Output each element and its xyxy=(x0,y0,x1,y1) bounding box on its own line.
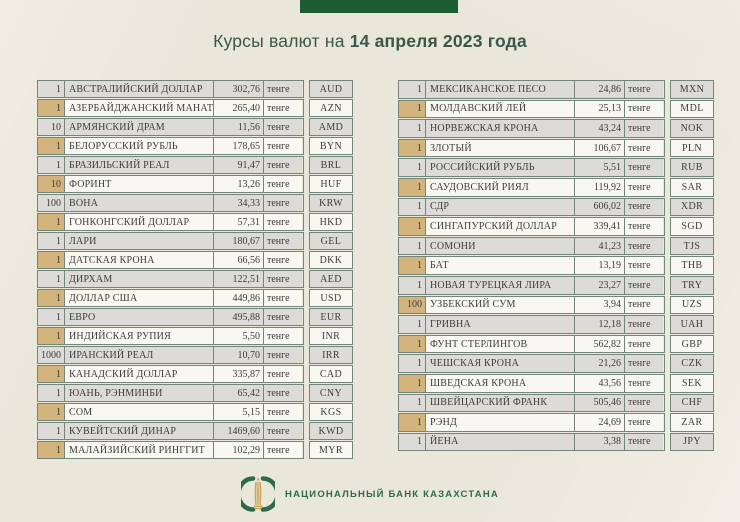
rate-cell: 65,42 xyxy=(214,385,264,401)
currency-name-cell: ЗЛОТЫЙ xyxy=(426,140,575,157)
currency-code-cell: KWD xyxy=(309,422,353,440)
unit-cell: тенге xyxy=(625,199,663,216)
currency-code-cell: CNY xyxy=(309,384,353,402)
page-title-date: 14 апреля 2023 года xyxy=(349,31,527,51)
currency-code-cell: BRL xyxy=(309,156,353,174)
unit-cell: тенге xyxy=(625,336,663,353)
unit-cell: тенге xyxy=(264,442,302,458)
unit-cell: тенге xyxy=(625,395,663,412)
currency-name-cell: ЧЕШСКАЯ КРОНА xyxy=(426,355,575,372)
currency-code-cell: BYN xyxy=(309,137,353,155)
unit-cell: тенге xyxy=(264,100,302,116)
rate-cell: 449,86 xyxy=(214,290,264,306)
row-main-box xyxy=(37,175,304,193)
row-main-box xyxy=(398,237,665,256)
currency-code-cell: DKK xyxy=(309,251,353,269)
rate-cell: 66,56 xyxy=(214,252,264,268)
rate-cell: 5,15 xyxy=(214,404,264,420)
currency-code-cell: XDR xyxy=(670,198,714,217)
row-main-box xyxy=(37,213,304,231)
quantity-cell: 1 xyxy=(399,81,426,98)
table-row xyxy=(398,80,714,99)
row-main-box xyxy=(398,158,665,177)
currency-name-cell: МАЛАЙЗИЙСКИЙ РИНГГИТ xyxy=(65,442,214,458)
currency-name-cell: СДР xyxy=(426,199,575,216)
currency-name-cell: ШВЕДСКАЯ КРОНА xyxy=(426,375,575,392)
rate-cell: 505,46 xyxy=(575,395,625,412)
table-row xyxy=(37,194,353,212)
rate-cell: 3,38 xyxy=(575,434,625,451)
currency-code-cell: PLN xyxy=(670,139,714,158)
currency-name-cell: ФОРИНТ xyxy=(65,176,214,192)
table-row xyxy=(37,384,353,402)
quantity-cell: 1 xyxy=(38,138,65,154)
quantity-cell: 1 xyxy=(38,442,65,458)
quantity-cell: 1 xyxy=(38,252,65,268)
rate-cell: 495,88 xyxy=(214,309,264,325)
table-row xyxy=(37,422,353,440)
currency-code-cell: UZS xyxy=(670,296,714,315)
quantity-cell: 1 xyxy=(399,140,426,157)
table-row xyxy=(37,441,353,459)
quantity-cell: 1 xyxy=(38,309,65,325)
table-row xyxy=(37,213,353,231)
quantity-cell: 1 xyxy=(399,355,426,372)
table-row xyxy=(37,137,353,155)
currency-code-cell: IRR xyxy=(309,346,353,364)
rate-cell: 12,18 xyxy=(575,316,625,333)
unit-cell: тенге xyxy=(625,238,663,255)
row-main-box xyxy=(398,100,665,119)
rates-table-right xyxy=(398,80,714,452)
rate-cell: 302,76 xyxy=(214,81,264,97)
quantity-cell: 10 xyxy=(38,176,65,192)
unit-cell: тенге xyxy=(264,214,302,230)
unit-cell: тенге xyxy=(625,218,663,235)
rate-cell: 178,65 xyxy=(214,138,264,154)
table-row xyxy=(37,232,353,250)
row-main-box xyxy=(398,139,665,158)
quantity-cell: 1 xyxy=(399,218,426,235)
row-main-box xyxy=(398,296,665,315)
currency-code-cell: NOK xyxy=(670,119,714,138)
rates-table-left xyxy=(37,80,353,460)
currency-name-cell: НОВАЯ ТУРЕЦКАЯ ЛИРА xyxy=(426,277,575,294)
currency-code-cell: GEL xyxy=(309,232,353,250)
table-row xyxy=(398,315,714,334)
rate-cell: 339,41 xyxy=(575,218,625,235)
currency-code-cell: JPY xyxy=(670,433,714,452)
row-main-box xyxy=(37,308,304,326)
currency-name-cell: АВСТРАЛИЙСКИЙ ДОЛЛАР xyxy=(65,81,214,97)
unit-cell: тенге xyxy=(625,375,663,392)
rate-cell: 180,67 xyxy=(214,233,264,249)
currency-name-cell: ЙЕНА xyxy=(426,434,575,451)
table-row xyxy=(37,308,353,326)
row-main-box xyxy=(398,119,665,138)
rate-cell: 102,29 xyxy=(214,442,264,458)
footer xyxy=(0,472,740,516)
row-main-box xyxy=(37,194,304,212)
table-row xyxy=(37,80,353,98)
currency-name-cell: СИНГАПУРСКИЙ ДОЛЛАР xyxy=(426,218,575,235)
table-row xyxy=(37,270,353,288)
row-main-box xyxy=(37,80,304,98)
page-title-prefix: Курсы валют на xyxy=(213,31,350,51)
currency-code-cell: KGS xyxy=(309,403,353,421)
table-row xyxy=(37,327,353,345)
unit-cell: тенге xyxy=(625,257,663,274)
row-main-box xyxy=(37,232,304,250)
quantity-cell: 1 xyxy=(399,179,426,196)
currency-name-cell: ИНДИЙСКАЯ РУПИЯ xyxy=(65,328,214,344)
unit-cell: тенге xyxy=(264,233,302,249)
row-main-box xyxy=(37,327,304,345)
quantity-cell: 1 xyxy=(399,395,426,412)
rate-cell: 10,70 xyxy=(214,347,264,363)
row-main-box xyxy=(398,413,665,432)
table-row xyxy=(398,374,714,393)
rate-cell: 24,86 xyxy=(575,81,625,98)
quantity-cell: 1 xyxy=(38,271,65,287)
row-main-box xyxy=(398,276,665,295)
unit-cell: тенге xyxy=(264,157,302,173)
currency-name-cell: ДИРХАМ xyxy=(65,271,214,287)
table-row xyxy=(37,403,353,421)
quantity-cell: 1 xyxy=(38,157,65,173)
row-main-box xyxy=(398,335,665,354)
unit-cell: тенге xyxy=(625,81,663,98)
currency-code-cell: GBP xyxy=(670,335,714,354)
unit-cell: тенге xyxy=(625,179,663,196)
rate-cell: 91,47 xyxy=(214,157,264,173)
currency-code-cell: MXN xyxy=(670,80,714,99)
table-row xyxy=(37,99,353,117)
rate-cell: 23,27 xyxy=(575,277,625,294)
quantity-cell: 1 xyxy=(399,101,426,118)
quantity-cell: 1 xyxy=(399,414,426,431)
currency-name-cell: АРМЯНСКИЙ ДРАМ xyxy=(65,119,214,135)
currency-code-cell: ZAR xyxy=(670,413,714,432)
row-main-box xyxy=(398,433,665,452)
currency-code-cell: AUD xyxy=(309,80,353,98)
unit-cell: тенге xyxy=(264,366,302,382)
table-row xyxy=(37,365,353,383)
rate-cell: 5,50 xyxy=(214,328,264,344)
table-row xyxy=(37,251,353,269)
row-main-box xyxy=(398,178,665,197)
table-row xyxy=(37,118,353,136)
rate-cell: 119,92 xyxy=(575,179,625,196)
currency-code-cell: SEK xyxy=(670,374,714,393)
quantity-cell: 1000 xyxy=(38,347,65,363)
currency-name-cell: ЕВРО xyxy=(65,309,214,325)
unit-cell: тенге xyxy=(625,159,663,176)
currency-code-cell: AZN xyxy=(309,99,353,117)
table-row xyxy=(398,335,714,354)
table-row xyxy=(398,217,714,236)
currency-name-cell: ЮАНЬ, РЭНМИНБИ xyxy=(65,385,214,401)
currency-code-cell: AED xyxy=(309,270,353,288)
rate-cell: 57,31 xyxy=(214,214,264,230)
quantity-cell: 1 xyxy=(38,423,65,439)
currency-code-cell: MDL xyxy=(670,100,714,119)
unit-cell: тенге xyxy=(264,347,302,363)
rate-cell: 122,51 xyxy=(214,271,264,287)
unit-cell: тенге xyxy=(264,119,302,135)
currency-code-cell: TRY xyxy=(670,276,714,295)
row-main-box xyxy=(37,137,304,155)
row-main-box xyxy=(398,354,665,373)
quantity-cell: 100 xyxy=(399,297,426,314)
table-row xyxy=(37,346,353,364)
page-title xyxy=(0,31,740,52)
rate-cell: 13,19 xyxy=(575,257,625,274)
row-main-box xyxy=(37,365,304,383)
currency-name-cell: КАНАДСКИЙ ДОЛЛАР xyxy=(65,366,214,382)
unit-cell: тенге xyxy=(264,195,302,211)
currency-name-cell: СОМ xyxy=(65,404,214,420)
quantity-cell: 1 xyxy=(38,366,65,382)
table-row xyxy=(398,296,714,315)
currency-name-cell: РЭНД xyxy=(426,414,575,431)
quantity-cell: 1 xyxy=(399,120,426,137)
rate-cell: 11,56 xyxy=(214,119,264,135)
quantity-cell: 1 xyxy=(399,238,426,255)
table-row xyxy=(398,256,714,275)
currency-code-cell: THB xyxy=(670,256,714,275)
row-main-box xyxy=(398,394,665,413)
unit-cell: тенге xyxy=(264,423,302,439)
table-row xyxy=(398,178,714,197)
currency-name-cell: ЛАРИ xyxy=(65,233,214,249)
currency-name-cell: ШВЕЙЦАРСКИЙ ФРАНК xyxy=(426,395,575,412)
quantity-cell: 1 xyxy=(38,81,65,97)
unit-cell: тенге xyxy=(625,120,663,137)
currency-code-cell: MYR xyxy=(309,441,353,459)
currency-code-cell: SAR xyxy=(670,178,714,197)
currency-name-cell: НОРВЕЖСКАЯ КРОНА xyxy=(426,120,575,137)
table-row xyxy=(398,276,714,295)
currency-code-cell: USD xyxy=(309,289,353,307)
rate-cell: 41,23 xyxy=(575,238,625,255)
rate-cell: 106,67 xyxy=(575,140,625,157)
currency-code-cell: INR xyxy=(309,327,353,345)
row-main-box xyxy=(37,270,304,288)
currency-name-cell: ФУНТ СТЕРЛИНГОВ xyxy=(426,336,575,353)
table-row xyxy=(398,139,714,158)
unit-cell: тенге xyxy=(625,277,663,294)
quantity-cell: 1 xyxy=(38,404,65,420)
unit-cell: тенге xyxy=(625,414,663,431)
currency-name-cell: ДОЛЛАР США xyxy=(65,290,214,306)
table-row xyxy=(398,413,714,432)
currency-name-cell: БЕЛОРУССКИЙ РУБЛЬ xyxy=(65,138,214,154)
rate-cell: 606,02 xyxy=(575,199,625,216)
quantity-cell: 1 xyxy=(399,199,426,216)
unit-cell: тенге xyxy=(264,252,302,268)
rate-cell: 34,33 xyxy=(214,195,264,211)
unit-cell: тенге xyxy=(625,316,663,333)
currency-name-cell: БАТ xyxy=(426,257,575,274)
row-main-box xyxy=(37,384,304,402)
unit-cell: тенге xyxy=(264,290,302,306)
unit-cell: тенге xyxy=(264,404,302,420)
unit-cell: тенге xyxy=(625,101,663,118)
rate-cell: 1469,60 xyxy=(214,423,264,439)
rate-cell: 25,13 xyxy=(575,101,625,118)
row-main-box xyxy=(398,198,665,217)
row-main-box xyxy=(398,374,665,393)
table-row xyxy=(37,175,353,193)
bank-name: НАЦИОНАЛЬНЫЙ БАНК КАЗАХСТАНА xyxy=(285,488,499,500)
row-main-box xyxy=(37,156,304,174)
table-row xyxy=(398,433,714,452)
row-main-box xyxy=(37,289,304,307)
row-main-box xyxy=(37,403,304,421)
rate-cell: 5,51 xyxy=(575,159,625,176)
table-row xyxy=(398,198,714,217)
unit-cell: тенге xyxy=(264,328,302,344)
currency-name-cell: ВОНА xyxy=(65,195,214,211)
table-row xyxy=(398,158,714,177)
quantity-cell: 1 xyxy=(399,434,426,451)
row-main-box xyxy=(37,99,304,117)
quantity-cell: 1 xyxy=(399,257,426,274)
rate-cell: 3,94 xyxy=(575,297,625,314)
row-main-box xyxy=(37,118,304,136)
currency-name-cell: АЗЕРБАЙДЖАНСКИЙ МАНАТ xyxy=(65,100,214,116)
row-main-box xyxy=(398,315,665,334)
currency-code-cell: HKD xyxy=(309,213,353,231)
unit-cell: тенге xyxy=(625,434,663,451)
table-row xyxy=(37,156,353,174)
unit-cell: тенге xyxy=(264,271,302,287)
rate-cell: 21,26 xyxy=(575,355,625,372)
unit-cell: тенге xyxy=(264,138,302,154)
currency-name-cell: ГОНКОНГСКИЙ ДОЛЛАР xyxy=(65,214,214,230)
row-main-box xyxy=(37,441,304,459)
unit-cell: тенге xyxy=(264,176,302,192)
row-main-box xyxy=(37,251,304,269)
currency-name-cell: МОЛДАВСКИЙ ЛЕЙ xyxy=(426,101,575,118)
currency-code-cell: EUR xyxy=(309,308,353,326)
currency-code-cell: RUB xyxy=(670,158,714,177)
currency-code-cell: CHF xyxy=(670,394,714,413)
unit-cell: тенге xyxy=(625,355,663,372)
currency-code-cell: KRW xyxy=(309,194,353,212)
currency-name-cell: ИРАНСКИЙ РЕАЛ xyxy=(65,347,214,363)
row-main-box xyxy=(398,256,665,275)
unit-cell: тенге xyxy=(264,81,302,97)
currency-name-cell: САУДОВСКИЙ РИЯЛ xyxy=(426,179,575,196)
quantity-cell: 1 xyxy=(399,375,426,392)
currency-name-cell: КУВЕЙТСКИЙ ДИНАР xyxy=(65,423,214,439)
row-main-box xyxy=(37,422,304,440)
currency-code-cell: CZK xyxy=(670,354,714,373)
currency-name-cell: РОССИЙСКИЙ РУБЛЬ xyxy=(426,159,575,176)
currency-code-cell: CAD xyxy=(309,365,353,383)
rate-cell: 562,82 xyxy=(575,336,625,353)
quantity-cell: 1 xyxy=(399,336,426,353)
rate-cell: 43,24 xyxy=(575,120,625,137)
currency-code-cell: UAH xyxy=(670,315,714,334)
row-main-box xyxy=(398,80,665,99)
quantity-cell: 1 xyxy=(399,316,426,333)
rate-cell: 335,87 xyxy=(214,366,264,382)
table-row xyxy=(398,100,714,119)
unit-cell: тенге xyxy=(625,297,663,314)
currency-name-cell: СОМОНИ xyxy=(426,238,575,255)
quantity-cell: 1 xyxy=(399,277,426,294)
currency-name-cell: ДАТСКАЯ КРОНА xyxy=(65,252,214,268)
unit-cell: тенге xyxy=(264,385,302,401)
unit-cell: тенге xyxy=(625,140,663,157)
currency-code-cell: SGD xyxy=(670,217,714,236)
quantity-cell: 100 xyxy=(38,195,65,211)
quantity-cell: 1 xyxy=(38,214,65,230)
currency-code-cell: AMD xyxy=(309,118,353,136)
quantity-cell: 1 xyxy=(38,233,65,249)
currency-name-cell: БРАЗИЛЬСКИЙ РЕАЛ xyxy=(65,157,214,173)
rate-cell: 43,56 xyxy=(575,375,625,392)
header-accent-bar xyxy=(300,0,458,13)
table-row xyxy=(398,354,714,373)
currency-name-cell: УЗБЕКСКИЙ СУМ xyxy=(426,297,575,314)
table-row xyxy=(37,289,353,307)
table-row xyxy=(398,119,714,138)
quantity-cell: 1 xyxy=(38,328,65,344)
currency-name-cell: ГРИВНА xyxy=(426,316,575,333)
rate-cell: 13,26 xyxy=(214,176,264,192)
currency-code-cell: TJS xyxy=(670,237,714,256)
rate-cell: 24,69 xyxy=(575,414,625,431)
row-main-box xyxy=(398,217,665,236)
table-row xyxy=(398,394,714,413)
unit-cell: тенге xyxy=(264,309,302,325)
national-bank-logo-icon xyxy=(241,475,275,513)
quantity-cell: 10 xyxy=(38,119,65,135)
currency-name-cell: МЕКСИКАНСКОЕ ПЕСО xyxy=(426,81,575,98)
row-main-box xyxy=(37,346,304,364)
quantity-cell: 1 xyxy=(38,290,65,306)
quantity-cell: 1 xyxy=(38,385,65,401)
table-row xyxy=(398,237,714,256)
quantity-cell: 1 xyxy=(399,159,426,176)
currency-code-cell: HUF xyxy=(309,175,353,193)
quantity-cell: 1 xyxy=(38,100,65,116)
rate-cell: 265,40 xyxy=(214,100,264,116)
